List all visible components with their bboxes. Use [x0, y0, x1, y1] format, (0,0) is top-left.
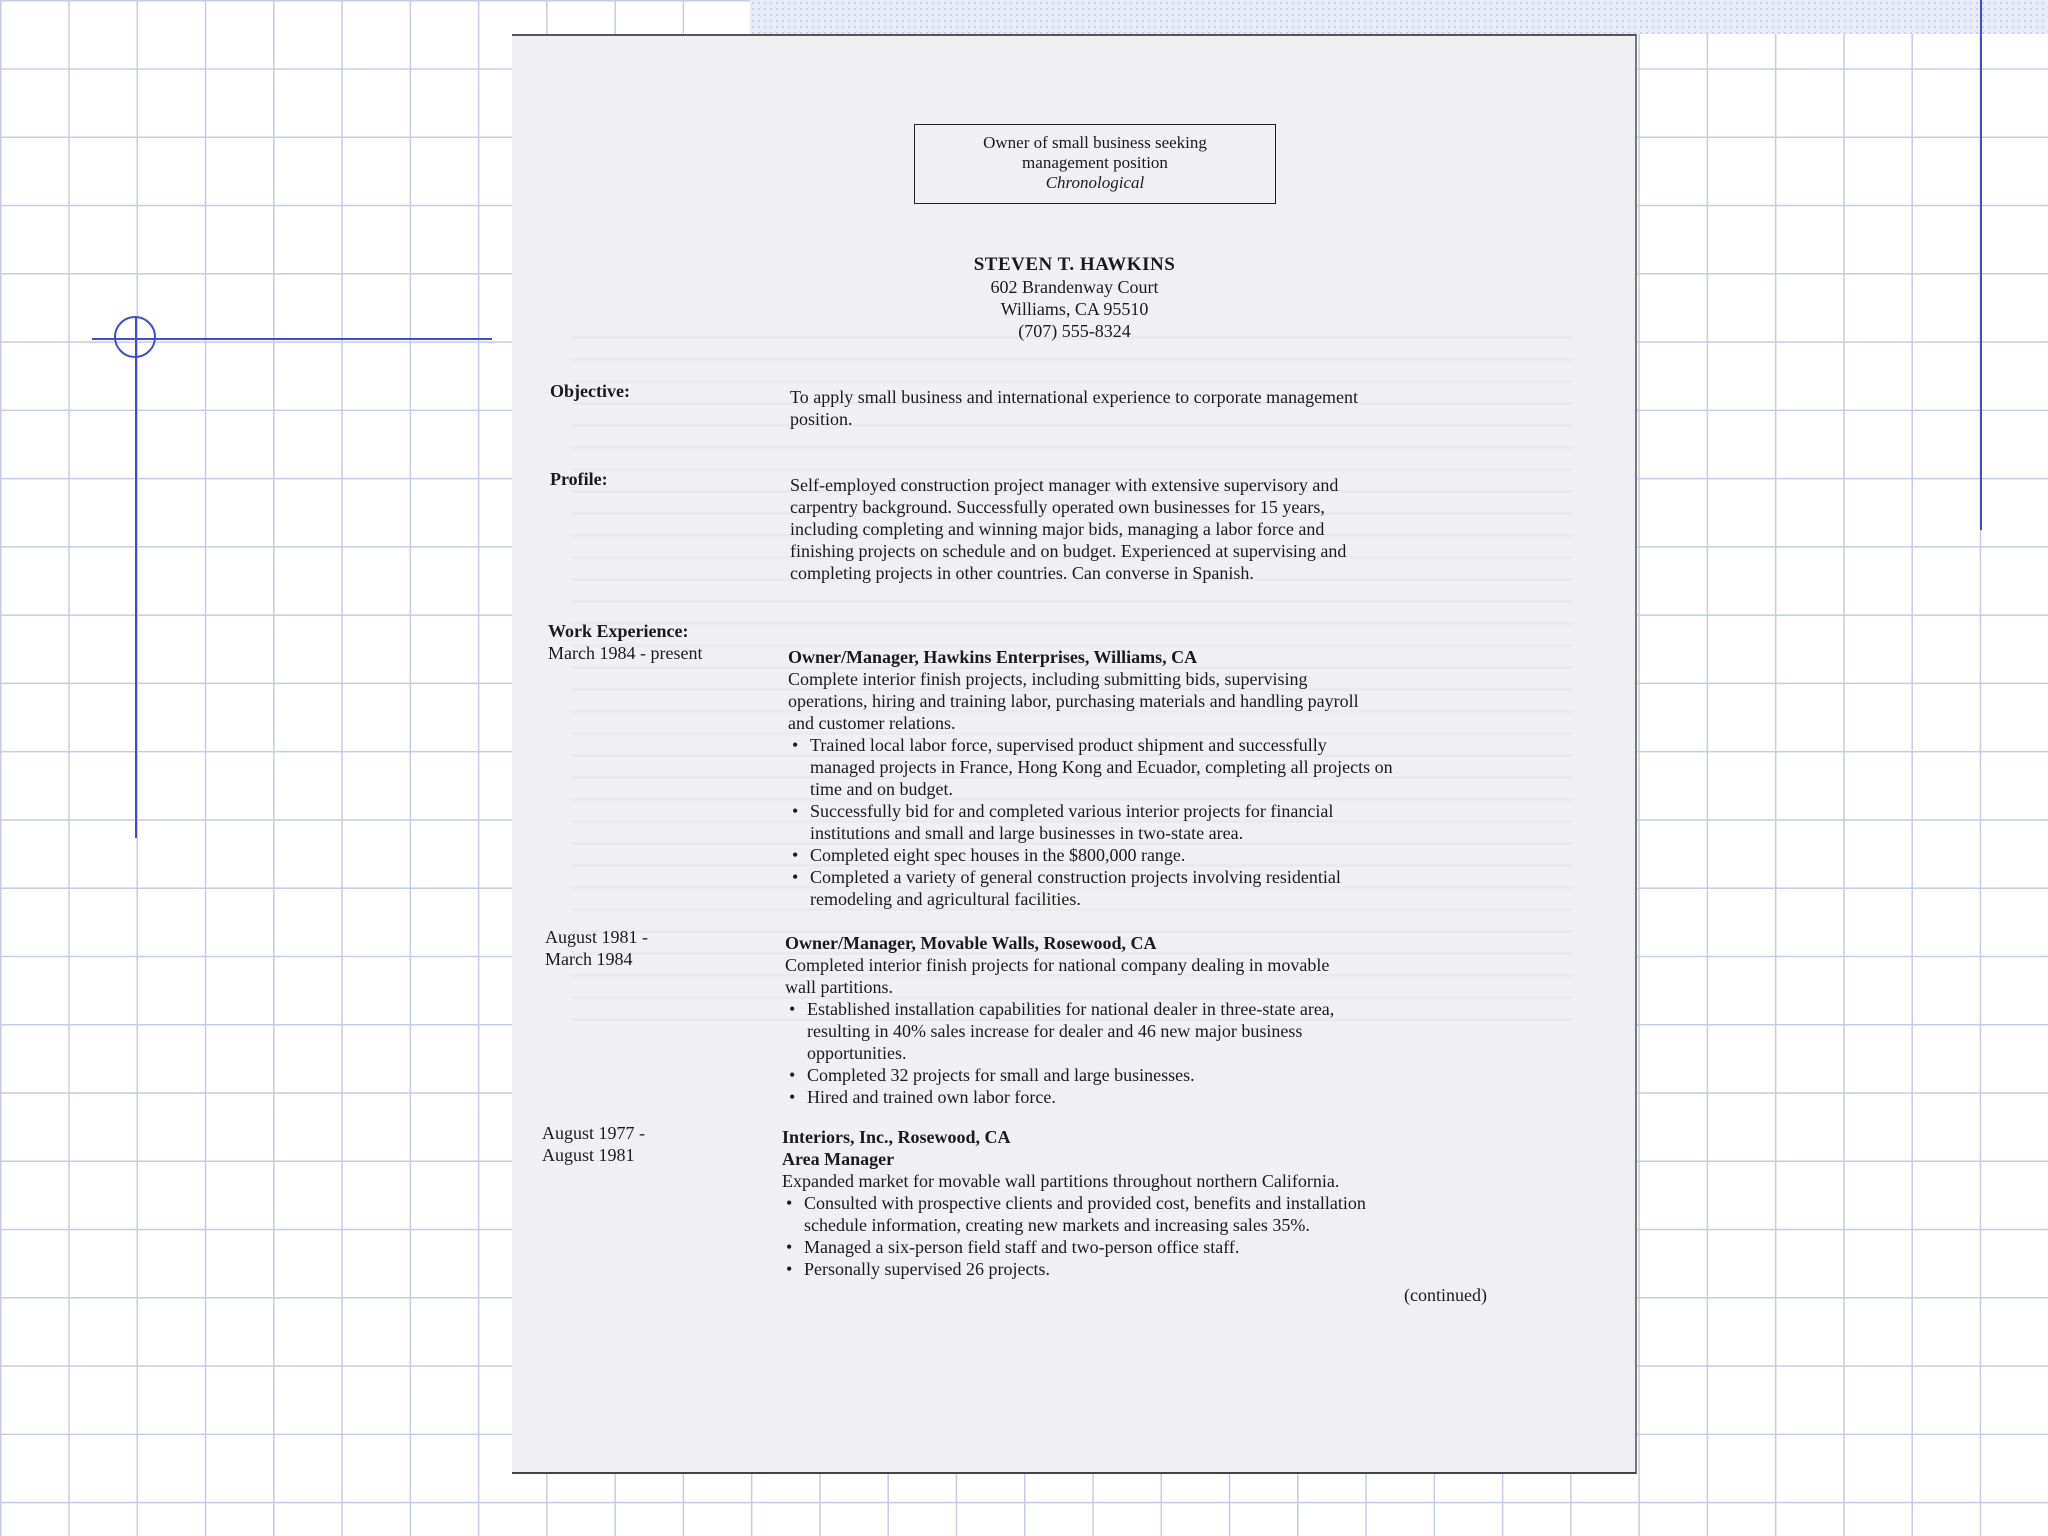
- bullet-line: remodeling and agricultural facilities.: [810, 889, 1081, 909]
- job-bullets: [785, 998, 1635, 1108]
- decorative-vertical-line-left: [135, 318, 137, 838]
- profile-line: finishing projects on schedule and on budget. Experienced at supervising and: [790, 541, 1347, 561]
- contact-header: [512, 254, 1637, 342]
- job-entry: [785, 932, 1635, 1108]
- continued-note: (continued): [1404, 1285, 1487, 1305]
- bullet-line: • Hired and trained own labor force.: [807, 1087, 1056, 1107]
- job-entry: [782, 1126, 1632, 1280]
- job-description-line: Expanded market for movable wall partitions throughout northern California.: [782, 1171, 1340, 1191]
- objective-text: [790, 386, 1637, 430]
- job-dates-line: March 1984: [545, 949, 633, 969]
- bullet-line: • Successfully bid for and completed various interior projects for financial: [810, 801, 1334, 821]
- job-bullet: [788, 734, 1637, 800]
- job-bullet: [782, 1192, 1632, 1236]
- objective-label: Objective:: [550, 381, 630, 401]
- city-state-zip: Williams, CA 95510: [1000, 299, 1149, 319]
- job-dates-line: August 1981: [542, 1145, 635, 1165]
- job-bullet: [782, 1236, 1632, 1258]
- bullet-line: • Consulted with prospective clients and provided cost, benefits and installation: [804, 1193, 1366, 1213]
- job-company: Interiors, Inc., Rosewood, CA: [782, 1127, 1011, 1147]
- job-bullet: [785, 998, 1635, 1064]
- resume-type-box: [914, 124, 1276, 204]
- job-title: Area Manager: [782, 1149, 895, 1169]
- dotted-header-band: [750, 0, 2048, 34]
- job-dates: [545, 926, 648, 970]
- job-title: Owner/Manager, Hawkins Enterprises, Williams, CA: [788, 647, 1198, 667]
- job-dates-line: March 1984 - present: [548, 643, 703, 663]
- job-dates: [542, 1122, 645, 1166]
- job-bullet: [788, 866, 1637, 910]
- job-title: Owner/Manager, Movable Walls, Rosewood, CA: [785, 933, 1157, 953]
- objective-line: position.: [790, 409, 853, 429]
- bullet-line: time and on budget.: [810, 779, 953, 799]
- bullet-line: • Completed eight spec houses in the $800,000 range.: [810, 845, 1186, 865]
- bullet-line: • Trained local labor force, supervised product shipment and successfully: [810, 735, 1327, 755]
- profile-line: completing projects in other countries. Can converse in Spanish.: [790, 563, 1254, 583]
- job-description-line: and customer relations.: [788, 713, 956, 733]
- bullet-line: • Personally supervised 26 projects.: [804, 1259, 1050, 1279]
- job-bullet: [785, 1086, 1635, 1108]
- candidate-name: STEVEN T. HAWKINS: [973, 254, 1176, 275]
- work-experience-label: Work Experience:: [548, 621, 689, 641]
- profile-line: including completing and winning major bids, managing a labor force and: [790, 519, 1325, 539]
- job-bullets: [788, 734, 1637, 910]
- street-address: 602 Brandenway Court: [990, 277, 1159, 297]
- bullet-line: • Completed a variety of general construction projects involving residential: [810, 867, 1341, 887]
- decorative-vertical-line-right: [1980, 0, 1982, 530]
- profile-line: Self-employed construction project manager with extensive supervisory and: [790, 475, 1339, 495]
- job-dates-line: August 1977 -: [542, 1123, 645, 1143]
- bullet-line: managed projects in France, Hong Kong and Ecuador, completing all projects on: [810, 757, 1393, 777]
- resume-type-line-2: management position: [1022, 153, 1168, 172]
- profile-text: [790, 474, 1637, 584]
- resume-type-format: Chronological: [1045, 173, 1145, 192]
- job-description-line: operations, hiring and training labor, purchasing materials and handling payroll: [788, 691, 1359, 711]
- bullet-line: schedule information, creating new markets and increasing sales 35%.: [804, 1215, 1310, 1235]
- decorative-circle: [114, 316, 156, 358]
- job-dates-line: August 1981 -: [545, 927, 648, 947]
- resume-page: [512, 34, 1637, 1474]
- bullet-line: institutions and small and large businesses in two-state area.: [810, 823, 1244, 843]
- job-dates: [548, 642, 702, 664]
- job-bullet: [785, 1064, 1635, 1086]
- job-bullet: [788, 844, 1637, 866]
- job-description-line: wall partitions.: [785, 977, 893, 997]
- bullet-line: resulting in 40% sales increase for dealer and 46 new major business: [807, 1021, 1303, 1041]
- bullet-line: • Managed a six-person field staff and two-person office staff.: [804, 1237, 1240, 1257]
- job-description-line: Completed interior finish projects for national company dealing in movable: [785, 955, 1330, 975]
- job-bullets: [782, 1192, 1632, 1280]
- bullet-line: • Established installation capabilities for national dealer in three-state area,: [807, 999, 1335, 1019]
- phone-number: (707) 555-8324: [1018, 321, 1131, 341]
- objective-line: To apply small business and international experience to corporate management: [790, 387, 1359, 407]
- job-description-line: Complete interior finish projects, including submitting bids, supervising: [788, 669, 1308, 689]
- bullet-line: • Completed 32 projects for small and large businesses.: [807, 1065, 1195, 1085]
- bullet-line: opportunities.: [807, 1043, 907, 1063]
- profile-label: Profile:: [550, 469, 608, 489]
- job-entry: [788, 646, 1637, 910]
- profile-line: carpentry background. Successfully operated own businesses for 15 years,: [790, 497, 1325, 517]
- job-bullet: [782, 1258, 1632, 1280]
- resume-type-line-1: Owner of small business seeking: [983, 133, 1207, 152]
- job-bullet: [788, 800, 1637, 844]
